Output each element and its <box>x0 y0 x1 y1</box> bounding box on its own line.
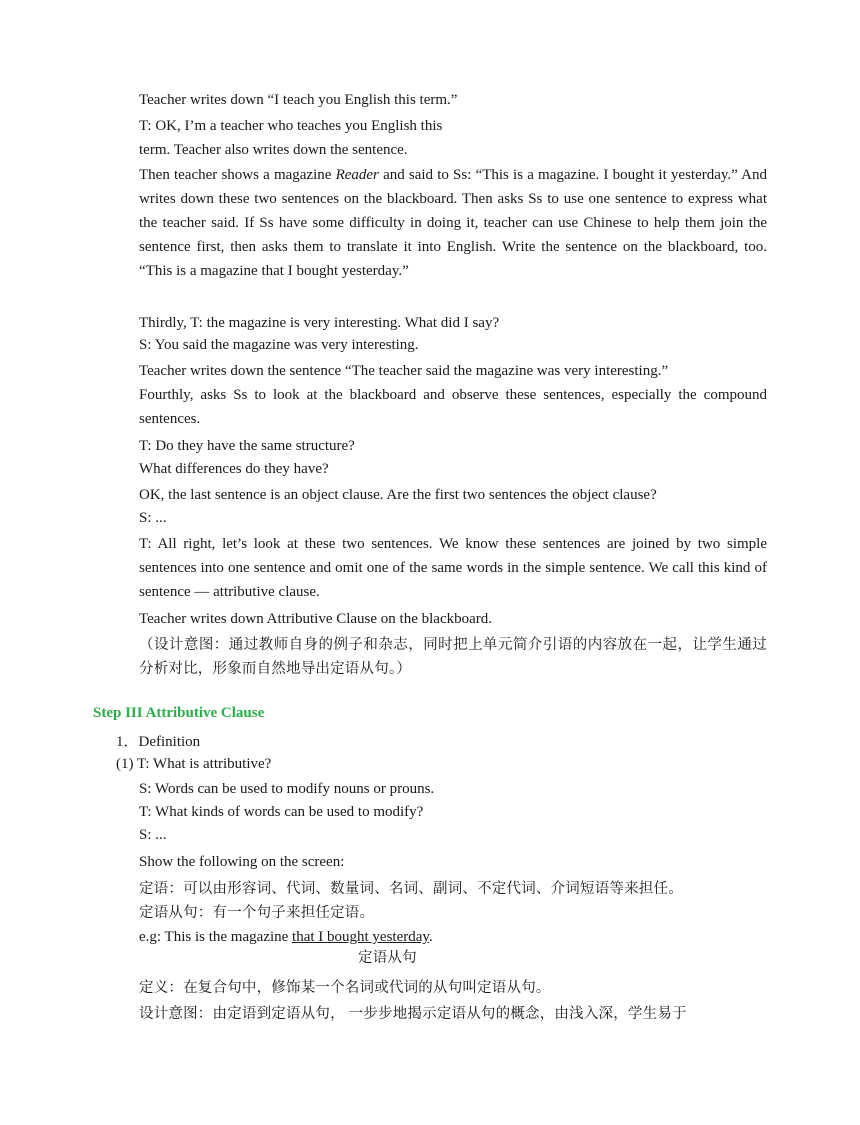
text-line: Thirdly, T: the magazine is very interesting. What did I say? <box>139 315 500 331</box>
paragraph-fourthly: Fourthly, asks Ss to look at the blackboard and observe these sentences, especially the compound sentences. <box>139 387 767 427</box>
text-span: and said to Ss: “This is a magazine. I bought it yesterday.” And writes down these two sentences on the blackboard. Then asks Ss to use one sentence to express what the teacher said. If Ss have some difficulty in doing it, teacher can use Chinese to help them join the sentence first, then asks them to translate it into English. Write the sentence on the blackboard, too. “This is a magazine that I bought yesterday.” <box>139 167 767 279</box>
clause-label: 定语从句 <box>358 950 417 966</box>
list-item: (1) T: What is attributive? <box>116 756 272 772</box>
paragraph-magazine <box>139 163 767 283</box>
text-line: Teacher writes down Attributive Clause on the blackboard. <box>139 611 493 627</box>
example-sentence <box>139 925 767 949</box>
text-line: S: Words can be used to modify nouns or prouns. <box>139 781 435 797</box>
magazine-title: Reader <box>335 167 379 183</box>
text-line: 定义：在复合句中，修饰某一个名词或代词的从句叫定语从句。 <box>139 980 551 996</box>
text-line: Teacher writes down the sentence “The teacher said the magazine was very interesting.” <box>139 363 669 379</box>
section-heading: Step III Attributive Clause <box>93 705 265 721</box>
text-line: S: You said the magazine was very interesting. <box>139 337 419 353</box>
underlined-clause: that I bought yesterday <box>292 929 429 945</box>
design-intent-note: （设计意图：通过教师自身的例子和杂志，同时把上单元简介引语的内容放在一起，让学生通过分析对比，形象而自然地导出定语从句。） <box>139 637 767 677</box>
text-line: 设计意图：由定语到定语从句， 一步步地揭示定语从句的概念，由浅入深，学生易于 <box>139 1006 687 1022</box>
text-span: Then teacher shows a magazine <box>139 167 336 183</box>
text-span: . <box>428 929 433 945</box>
text-line: S: ... <box>139 510 167 526</box>
text-line: 定语从句：有一个句子来担任定语。 <box>139 905 375 921</box>
text-line: T: What kinds of words can be used to modify? <box>139 804 424 820</box>
text-line: term. Teacher also writes down the sentence. <box>139 142 408 158</box>
text-line: S: ... <box>139 827 167 843</box>
text-line: T: Do they have the same structure? <box>139 438 355 454</box>
paragraph-attributive: T: All right, let’s look at these two sentences. We know these sentences are joined by two simple sentences into one sentence and omit one of the same words in the simple sentence. We call this kind of sentence — attributive clause. <box>139 536 767 600</box>
list-item: 1．Definition <box>116 734 201 750</box>
text-line: OK, the last sentence is an object clause. Are the first two sentences the object clause? <box>139 487 657 503</box>
text-line: What differences do they have? <box>139 461 329 477</box>
text-line: Teacher writes down “I teach you English this term.” <box>139 92 458 108</box>
text-line: Show the following on the screen: <box>139 854 345 870</box>
text-span: e.g: This is the magazine <box>139 929 293 945</box>
text-line: 定语：可以由形容词、代词、数量词、名词、副词、不定代词、介词短语等来担任。 <box>139 881 683 897</box>
text-line: T: OK, I’m a teacher who teaches you English this <box>139 118 443 134</box>
